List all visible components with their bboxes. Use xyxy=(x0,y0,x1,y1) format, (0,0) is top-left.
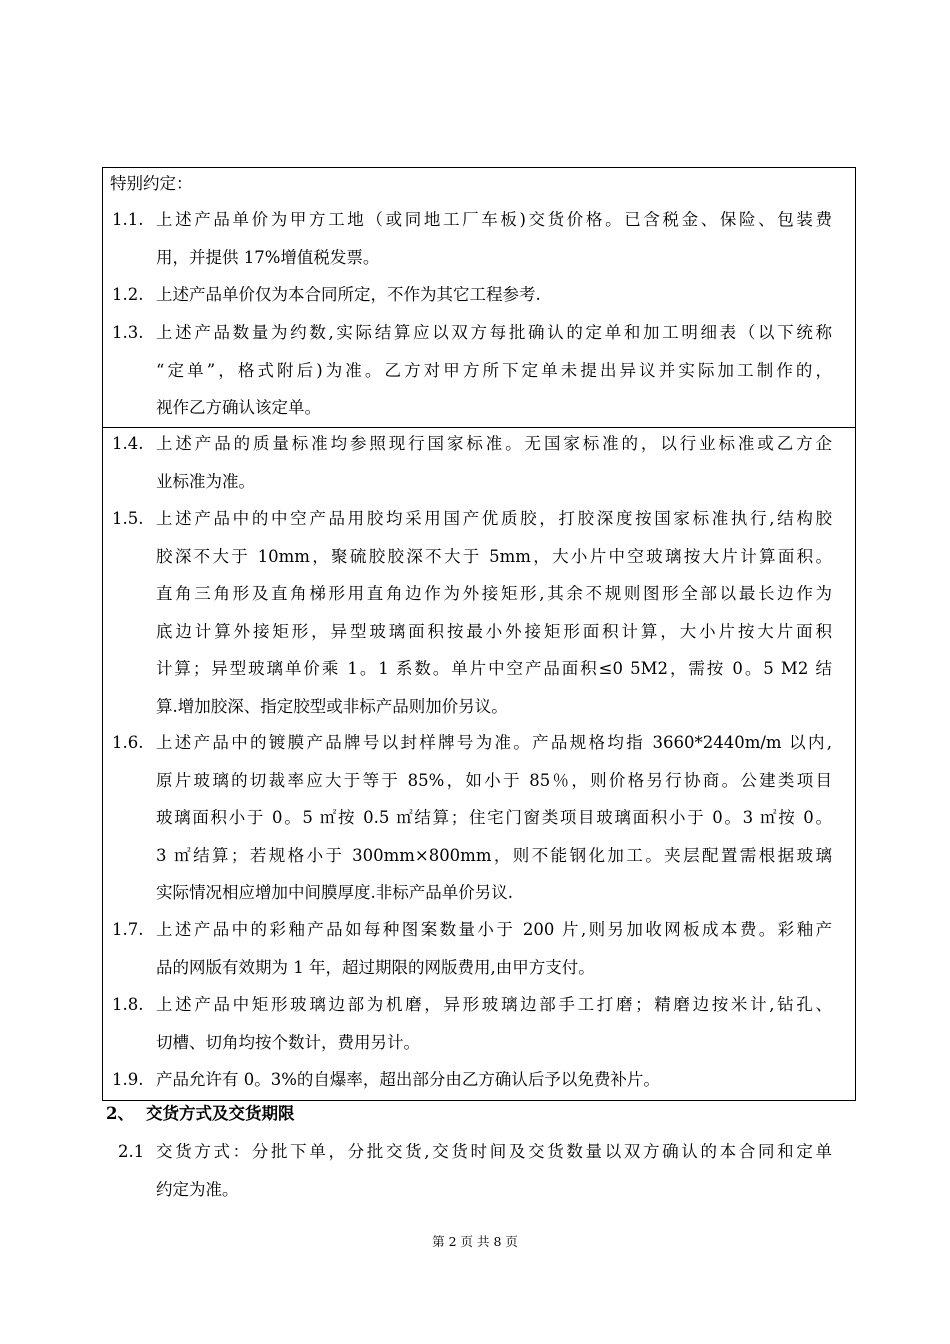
clause-number: 1.9. xyxy=(112,1070,144,1089)
section-2-item-line: 约定为准。 xyxy=(156,1179,239,1199)
clause-line: 上述产品单价为甲方工地（或同地工厂车板)交货价格。已含税金、保险、包装费 xyxy=(156,210,832,229)
clause-line: 用，并提供 17%增值税发票。 xyxy=(156,247,380,267)
clause-line: 上述产品单价仅为本合同所定，不作为其它工程参考. xyxy=(156,285,541,304)
clause-number: 1.2. xyxy=(112,285,144,304)
clause-number: 1.5. xyxy=(112,509,144,528)
clause-line: 切槽、切角均按个数计，费用另计。 xyxy=(156,1032,420,1052)
clause-line: 胶深不大于 10mm，聚硫胶胶深不大于 5mm，大小片中空玻璃按大片计算面积。 xyxy=(156,546,832,566)
clause-line: 品的网版有效期为 1 年，超过期限的网版费用,由甲方支付。 xyxy=(156,957,595,977)
clause-line: 上述产品中的彩釉产品如每种图案数量小于 200 片,则另加收网板成本费。彩釉产 xyxy=(156,920,832,939)
clause-line: 底边计算外接矩形，异型玻璃面积按最小外接矩形面积计算，大小片按大片面积 xyxy=(156,621,832,641)
section-2-item-line: 交货方式：分批下单，分批交货,交货时间及交货数量以双方确认的本合同和定单 xyxy=(156,1142,832,1161)
clause-line: 上述产品中矩形玻璃边部为机磨，异形玻璃边部手工打磨；精磨边按米计,钻孔、 xyxy=(156,995,832,1014)
page-footer: 第 2 页 共 8 页 xyxy=(432,1234,518,1249)
clause-line: 业标准为准。 xyxy=(156,471,255,491)
section-2-item-number: 2.1 xyxy=(118,1142,145,1161)
clause-number: 1.6. xyxy=(112,733,144,752)
section-2-title: 交货方式及交货期限 xyxy=(146,1104,295,1123)
clause-line: 玻璃面积小于 0。5 ㎡按 0.5 ㎡结算；住宅门窗类项目玻璃面积小于 0。3 ㎡按 0。 xyxy=(156,808,832,828)
clause-line: 算.增加胶深、指定胶型或非标产品则加价另议。 xyxy=(156,697,508,716)
clause-number: 1.3. xyxy=(112,323,144,342)
special-terms-title: 特别约定： xyxy=(110,174,193,193)
clause-line: 直角三角形及直角梯形用直角边作为外接矩形,其余不规则图形全部以最长边作为 xyxy=(156,584,832,604)
clause-number: 1.1. xyxy=(112,210,144,229)
clause-line: “定单”，格式附后)为准。乙方对甲方所下定单未提出异议并实际加工制作的， xyxy=(156,360,832,380)
clause-line: 上述产品的质量标准均参照现行国家标准。无国家标准的，以行业标准或乙方企 xyxy=(156,434,832,453)
clause-line: 实际情况相应增加中间膜厚度.非标产品单价另议. xyxy=(156,883,513,903)
clause-line: 上述产品数量为约数,实际结算应以双方每批确认的定单和加工明细表（以下统称 xyxy=(156,323,832,342)
clause-line: 计算；异型玻璃单价乘 1。1 系数。单片中空产品面积≤0 5M2，需按 0。5 M2 结 xyxy=(156,659,832,679)
clause-line: 上述产品中的镀膜产品牌号以封样牌号为准。产品规格均指 3660*2440m/m 以内, xyxy=(156,733,832,752)
clause-number: 1.8. xyxy=(112,995,144,1014)
section-2-number: 2、 xyxy=(106,1104,134,1123)
clause-line: 3 ㎡结算；若规格小于 300mm×800mm，则不能钢化加工。夹层配置需根据玻璃 xyxy=(156,845,832,865)
clause-line: 原片玻璃的切裁率应大于等于 85%，如小于 85％，则价格另行协商。公建类项目 xyxy=(156,770,832,790)
clause-line: 产品允许有 0。3%的自爆率，超出部分由乙方确认后予以免费补片。 xyxy=(156,1070,660,1089)
clause-number: 1.7. xyxy=(112,920,144,939)
clause-number: 1.4. xyxy=(112,434,144,453)
clause-line: 上述产品中的中空产品用胶均采用国产优质胶，打胶深度按国家标准执行,结构胶 xyxy=(156,509,832,528)
clause-line: 视作乙方确认该定单。 xyxy=(156,398,321,418)
